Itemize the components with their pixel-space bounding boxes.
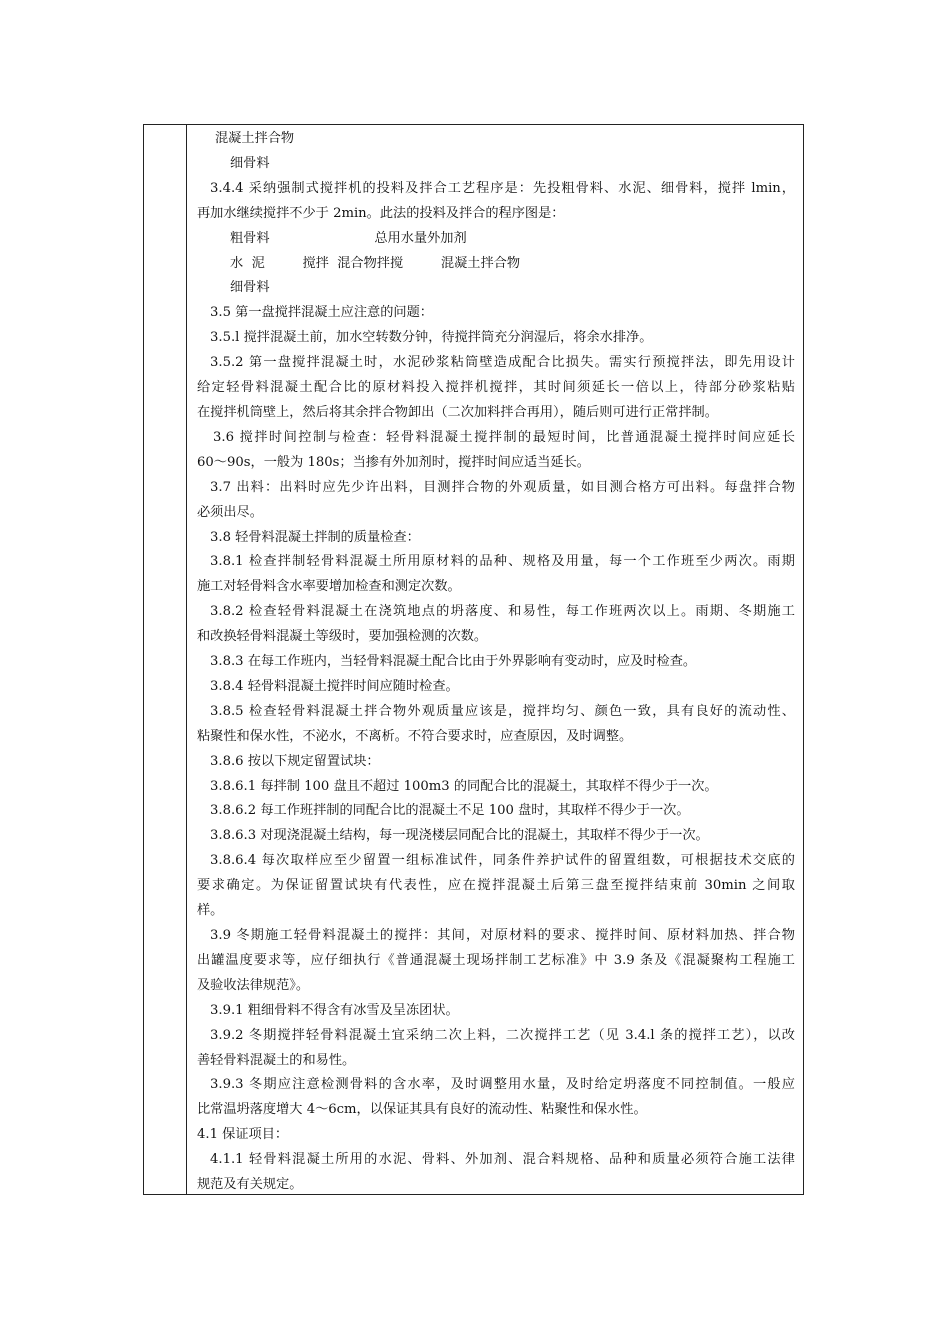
text-line: 3.4.4 采纳强制式搅拌机的投料及拌合工艺程序是：先投粗骨料、水泥、细骨料，搅拌 lmin， bbox=[210, 180, 795, 196]
text-line: 3.8.2 检查轻骨料混凝土在浇筑地点的坍落度、和易性，每工作班两次以上。雨期、冬期施工 bbox=[210, 604, 795, 620]
text-line: 3.9.3 冬期应注意检测骨料的含水率，及时调整用水量，及时给定坍落度不同控制值。一般应 bbox=[210, 1077, 795, 1093]
text-line: 及验收法律规范》。 bbox=[197, 977, 310, 993]
text-line: 给定轻骨料混凝土配合比的原材料投入搅拌机搅拌，其时间须延长一倍以上，待部分砂浆粘贴 bbox=[197, 380, 795, 396]
text-line: 3.8.6.1 每拌制 100 盘且不超过 100m3 的同配合比的混凝土，其取样不得少于一次。 bbox=[210, 778, 718, 794]
text-line: 4.1 保证项目： bbox=[197, 1127, 289, 1143]
text-line: 3.5.2 第一盘搅拌混凝土时，水泥砂浆粘筒壁造成配合比损失。需实行预搅拌法，即先用设计 bbox=[210, 355, 795, 371]
text-line: 混凝土拌合物 bbox=[215, 131, 295, 146]
text-line: 在搅拌机筒壁上，然后将其余拌合物卸出（二次加料拌合再用），随后则可进行正常拌制。 bbox=[197, 404, 718, 420]
document-table bbox=[143, 124, 804, 1195]
text-line: 4.1.1 轻骨料混凝土所用的水泥、骨料、外加剂、混合料规格、品种和质量必须符合施工法律 bbox=[210, 1152, 795, 1168]
text-line: 善轻骨料混凝土的和易性。 bbox=[197, 1052, 356, 1068]
text-line: 粗骨料 总用水量外加剂 bbox=[230, 230, 467, 246]
text-line: 3.5.l 搅拌混凝土前，加水空转数分钟，待搅拌筒充分润湿后，将余水排净。 bbox=[210, 330, 653, 346]
text-line: 水 泥 搅拌 混合物拌搅 混凝土拌合物 bbox=[230, 255, 521, 271]
content-cell bbox=[188, 125, 803, 1194]
text-line: 再加水继续搅拌不少于 2min。此法的投料及拌合的程序图是： bbox=[197, 205, 565, 221]
text-line: 和改换轻骨料混凝土等级时，要加强检测的次数。 bbox=[197, 629, 488, 645]
text-line: 细骨料 bbox=[230, 155, 270, 171]
text-line: 粘聚性和保水性，不泌水，不离析。不符合要求时，应查原因，及时调整。 bbox=[197, 728, 633, 744]
text-line: 要求确定。为保证留置试块有代表性，应在搅拌混凝土后第三盘至搅拌结束前 30min 之间取 bbox=[197, 878, 795, 894]
left-column-cell bbox=[144, 125, 187, 1194]
text-line: 3.7 出料：出料时应先少许出料，目测拌合物的外观质量，如目测合格方可出料。每盘拌合物 bbox=[210, 479, 795, 495]
text-line: 3.8.6 按以下规定留置试块： bbox=[210, 753, 380, 769]
text-line: 3.8.6.4 每次取样应至少留置一组标准试件，同条件养护试件的留置组数，可根据技术交底的 bbox=[210, 853, 795, 869]
text-line: 施工对轻骨料含水率要增加检查和测定次数。 bbox=[197, 579, 461, 595]
text-line: 3.8.5 检查轻骨料混凝土拌合物外观质量应该是，搅拌均匀、颜色一致，具有良好的流动性、 bbox=[210, 703, 795, 719]
text-line: 3.8.3 在每工作班内，当轻骨料混凝土配合比由于外界影响有变动时，应及时检查。 bbox=[210, 654, 697, 670]
text-line: 3.8.6.3 对现浇混凝土结构，每一现浇楼层同配合比的混凝土，其取样不得少于一次。 bbox=[210, 828, 709, 844]
text-line: 出罐温度要求等，应仔细执行《普通混凝土现场拌制工艺标准》中 3.9 条及《混凝聚构工程施工 bbox=[197, 952, 795, 968]
text-line: 60～90s，一般为 180s；当掺有外加剂时，搅拌时间应适当延长。 bbox=[197, 454, 590, 470]
text-line: 3.6 搅拌时间控制与检查：轻骨料混凝土搅拌制的最短时间，比普通混凝土搅拌时间应延长 bbox=[213, 429, 795, 445]
text-line: 必须出尽。 bbox=[197, 504, 263, 520]
text-line: 3.9 冬期施工轻骨料混凝土的搅拌：其间，对原材料的要求、搅拌时间、原材料加热、拌合物 bbox=[210, 928, 795, 943]
text-line: 3.8.4 轻骨料混凝土搅拌时间应随时检查。 bbox=[210, 678, 459, 694]
text-line: 规范及有关规定。 bbox=[197, 1177, 303, 1193]
text-line: 3.8 轻骨料混凝土拌制的质量检查： bbox=[210, 529, 420, 545]
text-line: 3.8.6.2 每工作班拌制的同配合比的混凝土不足 100 盘时，其取样不得少于一次。 bbox=[210, 803, 690, 819]
text-line: 比常温坍落度增大 4～6cm，以保证其具有良好的流动性、粘聚性和保水性。 bbox=[197, 1102, 647, 1118]
text-line: 3.8.1 检查拌制轻骨料混凝土所用原材料的品种、规格及用量，每一个工作班至少两次。雨期 bbox=[210, 554, 795, 570]
text-line: 3.9.1 粗细骨料不得含有冰雪及呈冻团状。 bbox=[210, 1002, 459, 1018]
text-line: 3.5 第一盘搅拌混凝土应注意的问题： bbox=[210, 305, 433, 321]
text-line: 3.9.2 冬期搅拌轻骨料混凝土宜采纳二次上料，二次搅拌工艺（见 3.4.l 条的搅拌工艺），以改 bbox=[210, 1027, 795, 1043]
text-line: 样。 bbox=[197, 903, 224, 919]
text-line: 细骨料 bbox=[230, 280, 270, 296]
